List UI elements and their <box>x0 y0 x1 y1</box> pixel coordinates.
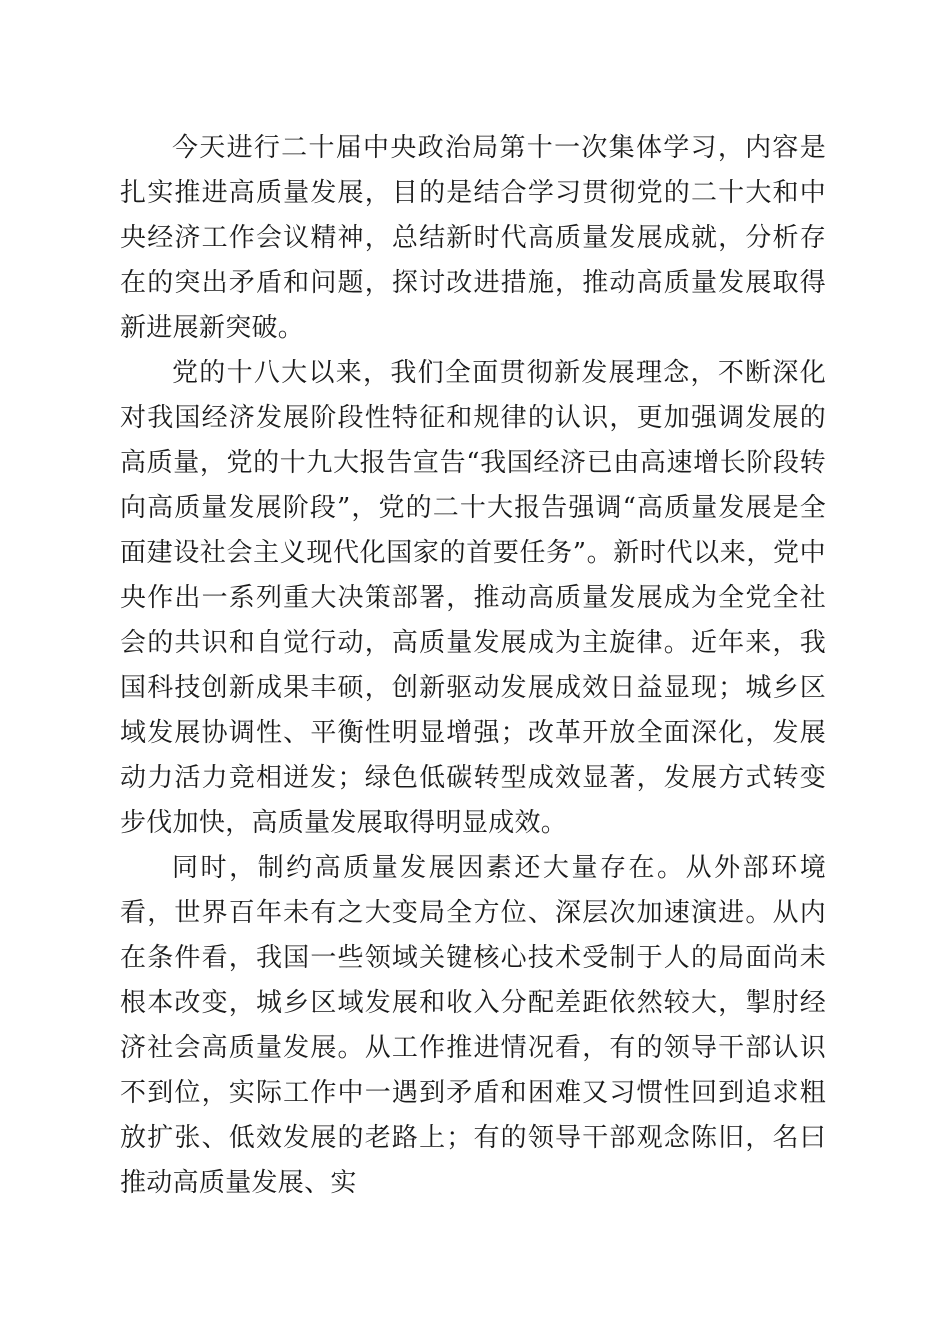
document-page <box>120 126 826 1206</box>
paragraph-1: 今天进行二十届中央政治局第十一次集体学习，内容是扎实推进高质量发展，目的是结合学习贯彻党的二十大和中央经济工作会议精神，总结新时代高质量发展成就，分析存在的突出矛盾和问题，探讨改进措施，推动高质量发展取得新进展新突破。 <box>120 133 826 343</box>
paragraph-3: 同时，制约高质量发展因素还大量存在。从外部环境看，世界百年未有之大变局全方位、深层次加速演进。从内在条件看，我国一些领域关键核心技术受制于人的局面尚未根本改变，城乡区域发展和收入分配差距依然较大，掣肘经济社会高质量发展。从工作推进情况看，有的领导干部认识不到位，实际工作中一遇到矛盾和困难又习惯性回到追求粗放扩张、低效发展的老路上；有的领导干部观念陈旧，名曰推动高质量发展、实 <box>120 853 826 1198</box>
paragraph-2: 党的十八大以来，我们全面贯彻新发展理念，不断深化对我国经济发展阶段性特征和规律的认识，更加强调发展的高质量，党的十九大报告宣告“我国经济已由高速增长阶段转向高质量发展阶段”，党的二十大报告强调“高质量发展是全面建设社会主义现代化国家的首要任务”。新时代以来，党中央作出一系列重大决策部署，推动高质量发展成为全党全社会的共识和自觉行动，高质量发展成为主旋律。近年来，我国科技创新成果丰硕，创新驱动发展成效日益显现；城乡区域发展协调性、平衡性明显增强；改革开放全面深化，发展动力活力竞相迸发；绿色低碳转型成效显著，发展方式转变步伐加快，高质量发展取得明显成效。 <box>120 358 826 838</box>
